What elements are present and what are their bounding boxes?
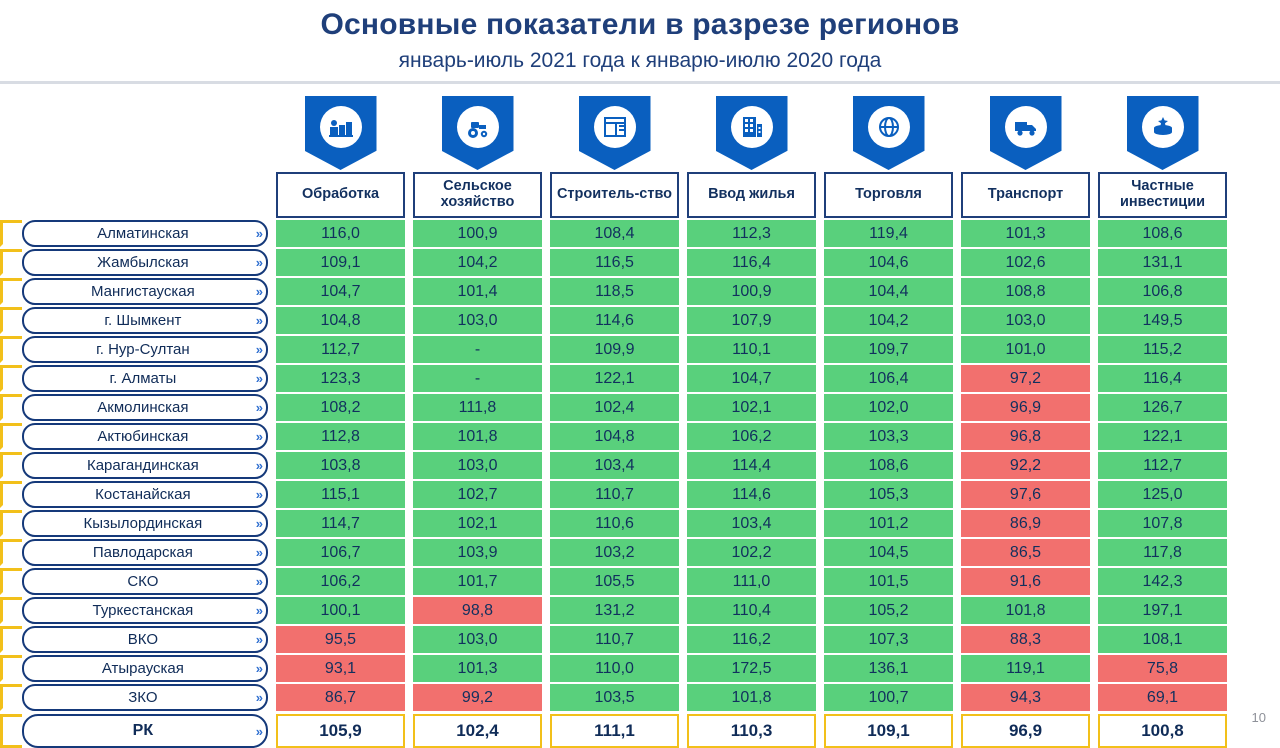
data-cell: 131,1	[1098, 249, 1227, 276]
data-cell: 116,4	[687, 249, 816, 276]
data-cell: 108,6	[824, 452, 953, 479]
data-cell: 109,1	[276, 249, 405, 276]
total-value-selskoe-hozyaystvo: 102,4	[413, 714, 542, 748]
header-divider	[0, 81, 1280, 84]
data-cell: 106,2	[687, 423, 816, 450]
chevron-right-icon: »	[255, 723, 260, 739]
column-header-selskoe-hozyaystvo: Сельское хозяйство	[413, 172, 542, 218]
data-cell: 108,4	[550, 220, 679, 247]
data-cell: 102,4	[550, 394, 679, 421]
data-cell: 104,6	[824, 249, 953, 276]
banner-cell	[683, 96, 820, 170]
total-value-stroitelstvo: 111,1	[550, 714, 679, 748]
indicators-table	[0, 96, 1280, 748]
column-header-stroitelstvo: Строитель-ство	[550, 172, 679, 218]
row-rail	[0, 684, 22, 711]
data-cell: 111,8	[413, 394, 542, 421]
region-name-label: Актюбинская	[97, 428, 189, 445]
data-cell: 103,0	[413, 626, 542, 653]
region-name-label: Костанайская	[95, 486, 191, 503]
row-rail	[0, 278, 22, 305]
data-cell: 105,5	[550, 568, 679, 595]
data-cell: 108,1	[1098, 626, 1227, 653]
data-cell: 88,3	[961, 626, 1090, 653]
data-cell: 101,4	[413, 278, 542, 305]
slide-header	[0, 0, 1280, 84]
data-cell: 102,2	[687, 539, 816, 566]
data-cell: 104,2	[413, 249, 542, 276]
table-row	[0, 510, 1280, 537]
row-rail	[0, 597, 22, 624]
data-cell: 100,1	[276, 597, 405, 624]
chevron-right-icon: »	[255, 284, 260, 299]
region-name-cell[interactable]	[22, 336, 268, 363]
region-name-cell[interactable]	[22, 510, 268, 537]
region-name-label: Алматинская	[97, 225, 189, 242]
data-cell: 106,7	[276, 539, 405, 566]
table-row	[0, 278, 1280, 305]
data-cell: 101,8	[687, 684, 816, 711]
building-icon	[731, 106, 773, 148]
region-name-label: Павлодарская	[92, 544, 193, 561]
table-row	[0, 220, 1280, 247]
data-cell: 111,0	[687, 568, 816, 595]
data-cell: 110,7	[550, 626, 679, 653]
chevron-right-icon: »	[255, 429, 260, 444]
table-row	[0, 249, 1280, 276]
page-title: Основные показатели в разрезе регионов	[320, 8, 960, 41]
region-name-label: Мангистауская	[91, 283, 195, 300]
region-name-label: г. Нур-Султан	[96, 341, 190, 358]
crane-icon	[594, 106, 636, 148]
chevron-right-icon: »	[255, 255, 260, 270]
data-cell: 102,1	[413, 510, 542, 537]
data-cell: 91,6	[961, 568, 1090, 595]
data-cell: 108,2	[276, 394, 405, 421]
data-cell: 100,7	[824, 684, 953, 711]
data-cell: 75,8	[1098, 655, 1227, 682]
data-cell: 114,6	[687, 481, 816, 508]
data-cell: 104,2	[824, 307, 953, 334]
data-cell: 101,2	[824, 510, 953, 537]
data-cell: 197,1	[1098, 597, 1227, 624]
data-cell: 125,0	[1098, 481, 1227, 508]
data-cell: 117,8	[1098, 539, 1227, 566]
data-cell: 110,4	[687, 597, 816, 624]
data-cell: 126,7	[1098, 394, 1227, 421]
data-cell: -	[413, 365, 542, 392]
total-value-transport: 96,9	[961, 714, 1090, 748]
data-cell: 119,1	[961, 655, 1090, 682]
data-cell: 104,8	[550, 423, 679, 450]
banner-cell	[546, 96, 683, 170]
data-cell: 103,4	[550, 452, 679, 479]
data-cell: 136,1	[824, 655, 953, 682]
data-cell: 172,5	[687, 655, 816, 682]
chevron-right-icon: »	[255, 574, 260, 589]
total-row	[0, 714, 1280, 748]
data-cell: 131,2	[550, 597, 679, 624]
data-cell: 93,1	[276, 655, 405, 682]
column-header-obrabotka: Обработка	[276, 172, 405, 218]
data-cell: 103,4	[687, 510, 816, 537]
data-cell: 119,4	[824, 220, 953, 247]
data-cell: 107,3	[824, 626, 953, 653]
region-name-label: ЗКО	[128, 689, 158, 706]
data-cell: 107,9	[687, 307, 816, 334]
region-name-cell[interactable]	[22, 249, 268, 276]
chevron-right-icon: »	[255, 661, 260, 676]
data-cell: 114,6	[550, 307, 679, 334]
region-name-cell[interactable]	[22, 655, 268, 682]
column-header-chastnye-investicii: Частные инвестиции	[1098, 172, 1227, 218]
data-cell: 69,1	[1098, 684, 1227, 711]
table-row	[0, 481, 1280, 508]
table-row	[0, 626, 1280, 653]
column-header-row	[0, 172, 1280, 218]
region-name-cell[interactable]	[22, 684, 268, 711]
data-cell: -	[413, 336, 542, 363]
table-row	[0, 655, 1280, 682]
region-name-label: Туркестанская	[92, 602, 194, 619]
region-name-label: Акмолинская	[97, 399, 189, 416]
region-name-cell[interactable]	[22, 307, 268, 334]
data-cell: 103,3	[824, 423, 953, 450]
data-cell: 110,1	[687, 336, 816, 363]
data-cell: 108,8	[961, 278, 1090, 305]
data-cell: 112,7	[1098, 452, 1227, 479]
region-name-label: Атырауская	[101, 660, 184, 677]
row-rail	[0, 626, 22, 653]
row-rail	[0, 394, 22, 421]
data-cell: 102,7	[413, 481, 542, 508]
region-name-cell[interactable]	[22, 568, 268, 595]
money-growth-icon	[1142, 106, 1184, 148]
total-value-obrabotka: 105,9	[276, 714, 405, 748]
chevron-right-icon: »	[255, 371, 260, 386]
data-cell: 114,4	[687, 452, 816, 479]
data-cell: 103,5	[550, 684, 679, 711]
region-name-cell[interactable]	[22, 597, 268, 624]
banner-cell	[820, 96, 957, 170]
tractor-icon	[457, 106, 499, 148]
region-name-label: г. Шымкент	[104, 312, 182, 329]
chevron-right-icon: »	[255, 516, 260, 531]
data-cell: 101,8	[961, 597, 1090, 624]
data-cell: 142,3	[1098, 568, 1227, 595]
data-cell: 101,0	[961, 336, 1090, 363]
data-cell: 99,2	[413, 684, 542, 711]
data-cell: 112,3	[687, 220, 816, 247]
total-value-torgovlya: 109,1	[824, 714, 953, 748]
data-cell: 96,8	[961, 423, 1090, 450]
row-rail	[0, 714, 22, 748]
region-name-label: СКО	[127, 573, 159, 590]
table-row	[0, 684, 1280, 711]
row-rail	[0, 481, 22, 508]
region-name-cell[interactable]	[22, 452, 268, 479]
total-row-label: РК	[132, 722, 154, 739]
chevron-right-icon: »	[255, 458, 260, 473]
table-row	[0, 597, 1280, 624]
data-cell: 103,2	[550, 539, 679, 566]
data-cell: 114,7	[276, 510, 405, 537]
row-rail	[0, 423, 22, 450]
banner-cell	[957, 96, 1094, 170]
data-cell: 104,4	[824, 278, 953, 305]
region-name-label: Жамбылская	[97, 254, 189, 271]
data-cell: 122,1	[1098, 423, 1227, 450]
region-name-cell[interactable]	[22, 220, 268, 247]
column-header-torgovlya: Торговля	[824, 172, 953, 218]
table-body	[0, 220, 1280, 711]
chevron-right-icon: »	[255, 487, 260, 502]
table-row	[0, 336, 1280, 363]
banner-cell	[409, 96, 546, 170]
data-cell: 100,9	[413, 220, 542, 247]
data-cell: 86,9	[961, 510, 1090, 537]
data-cell: 86,5	[961, 539, 1090, 566]
data-cell: 97,6	[961, 481, 1090, 508]
table-row	[0, 423, 1280, 450]
page-number: 10	[1251, 710, 1266, 725]
data-cell: 95,5	[276, 626, 405, 653]
data-cell: 110,0	[550, 655, 679, 682]
column-header-transport: Транспорт	[961, 172, 1090, 218]
chevron-right-icon: »	[255, 342, 260, 357]
data-cell: 102,1	[687, 394, 816, 421]
row-rail	[0, 220, 22, 247]
chevron-right-icon: »	[255, 313, 260, 328]
table-row	[0, 539, 1280, 566]
data-cell: 105,3	[824, 481, 953, 508]
banner-cell	[1094, 96, 1231, 170]
data-cell: 103,9	[413, 539, 542, 566]
truck-icon	[1005, 106, 1047, 148]
globe-trade-icon	[868, 106, 910, 148]
data-cell: 92,2	[961, 452, 1090, 479]
data-cell: 103,8	[276, 452, 405, 479]
data-cell: 106,8	[1098, 278, 1227, 305]
data-cell: 94,3	[961, 684, 1090, 711]
table-row	[0, 568, 1280, 595]
row-rail	[0, 452, 22, 479]
data-cell: 104,7	[687, 365, 816, 392]
row-rail	[0, 655, 22, 682]
data-cell: 101,7	[413, 568, 542, 595]
data-cell: 112,8	[276, 423, 405, 450]
data-cell: 116,0	[276, 220, 405, 247]
column-header-vvod-zhilya: Ввод жилья	[687, 172, 816, 218]
data-cell: 104,8	[276, 307, 405, 334]
row-rail	[0, 249, 22, 276]
data-cell: 96,9	[961, 394, 1090, 421]
data-cell: 105,2	[824, 597, 953, 624]
region-name-cell[interactable]	[22, 626, 268, 653]
data-cell: 101,3	[961, 220, 1090, 247]
table-row	[0, 452, 1280, 479]
data-cell: 97,2	[961, 365, 1090, 392]
data-cell: 116,2	[687, 626, 816, 653]
data-cell: 109,7	[824, 336, 953, 363]
data-cell: 86,7	[276, 684, 405, 711]
factory-icon	[320, 106, 362, 148]
data-cell: 122,1	[550, 365, 679, 392]
banner-cell	[272, 96, 409, 170]
data-cell: 116,4	[1098, 365, 1227, 392]
data-cell: 101,8	[413, 423, 542, 450]
data-cell: 103,0	[961, 307, 1090, 334]
data-cell: 100,9	[687, 278, 816, 305]
chevron-right-icon: »	[255, 226, 260, 241]
region-name-cell[interactable]	[22, 423, 268, 450]
chevron-right-icon: »	[255, 400, 260, 415]
row-rail	[0, 307, 22, 334]
region-name-label: Кызылординская	[83, 515, 203, 532]
total-row-name	[22, 714, 268, 748]
region-name-cell[interactable]	[22, 539, 268, 566]
data-cell: 103,0	[413, 307, 542, 334]
data-cell: 104,7	[276, 278, 405, 305]
region-name-label: ВКО	[127, 631, 158, 648]
total-value-vvod-zhilya: 110,3	[687, 714, 816, 748]
region-name-cell[interactable]	[22, 394, 268, 421]
data-cell: 101,5	[824, 568, 953, 595]
data-cell: 102,6	[961, 249, 1090, 276]
data-cell: 108,6	[1098, 220, 1227, 247]
data-cell: 106,2	[276, 568, 405, 595]
data-cell: 112,7	[276, 336, 405, 363]
chevron-right-icon: »	[255, 690, 260, 705]
row-rail	[0, 568, 22, 595]
table-row	[0, 365, 1280, 392]
data-cell: 118,5	[550, 278, 679, 305]
table-row	[0, 394, 1280, 421]
chevron-right-icon: »	[255, 632, 260, 647]
data-cell: 115,2	[1098, 336, 1227, 363]
data-cell: 103,0	[413, 452, 542, 479]
data-cell: 115,1	[276, 481, 405, 508]
region-name-cell[interactable]	[22, 278, 268, 305]
table-row	[0, 307, 1280, 334]
icon-banner-row	[0, 96, 1280, 170]
data-cell: 102,0	[824, 394, 953, 421]
region-name-cell[interactable]	[22, 365, 268, 392]
data-cell: 110,6	[550, 510, 679, 537]
data-cell: 106,4	[824, 365, 953, 392]
region-name-label: Карагандинская	[86, 457, 199, 474]
total-value-chastnye-investicii: 100,8	[1098, 714, 1227, 748]
chevron-right-icon: »	[255, 545, 260, 560]
data-cell: 109,9	[550, 336, 679, 363]
data-cell: 149,5	[1098, 307, 1227, 334]
row-rail	[0, 336, 22, 363]
data-cell: 123,3	[276, 365, 405, 392]
region-name-cell[interactable]	[22, 481, 268, 508]
data-cell: 116,5	[550, 249, 679, 276]
data-cell: 110,7	[550, 481, 679, 508]
page-subtitle: январь-июль 2021 года к январю-июлю 2020 года	[398, 48, 882, 72]
data-cell: 107,8	[1098, 510, 1227, 537]
data-cell: 101,3	[413, 655, 542, 682]
region-name-label: г. Алматы	[109, 370, 177, 387]
data-cell: 98,8	[413, 597, 542, 624]
row-rail	[0, 510, 22, 537]
row-rail	[0, 539, 22, 566]
data-cell: 104,5	[824, 539, 953, 566]
row-rail	[0, 365, 22, 392]
chevron-right-icon: »	[255, 603, 260, 618]
